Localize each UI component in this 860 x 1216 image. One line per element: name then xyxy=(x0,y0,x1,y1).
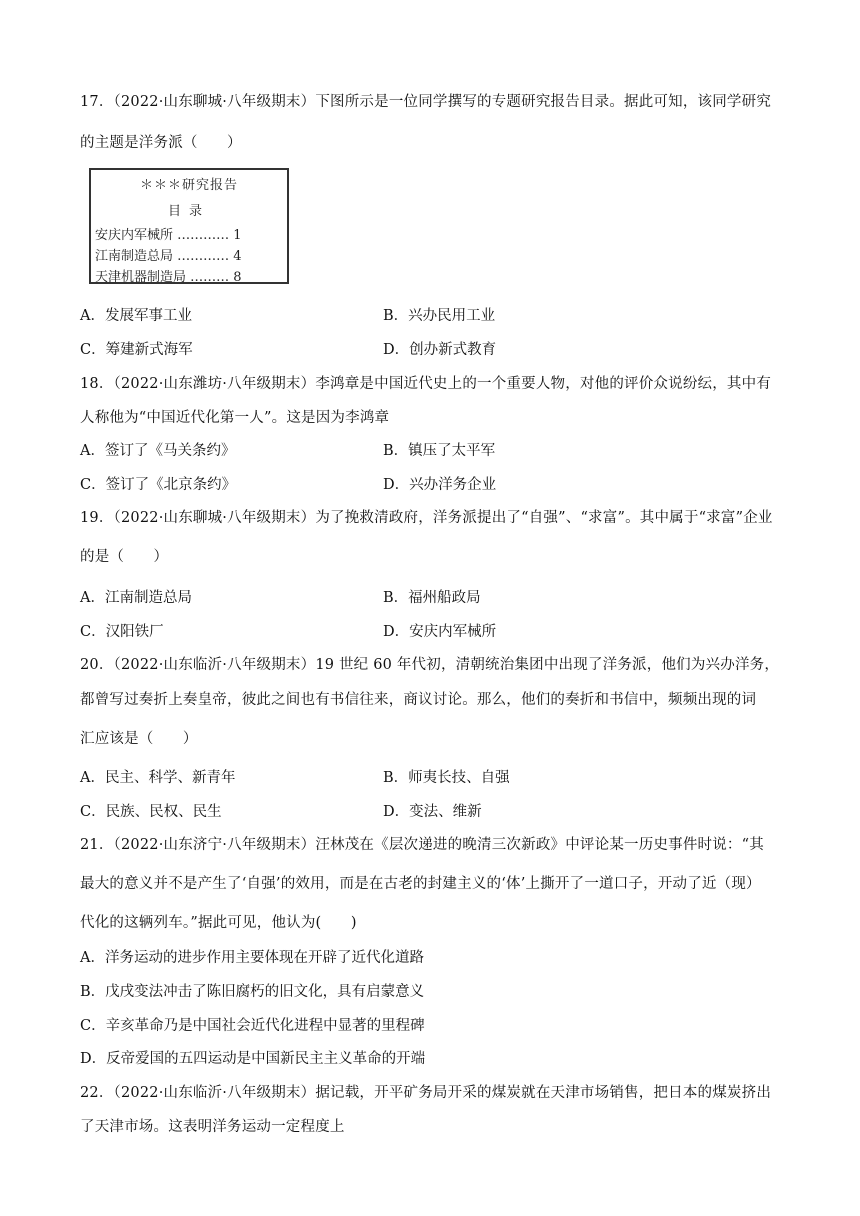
q19-option-d: D．安庆内军械所 xyxy=(383,624,497,640)
q18-option-b: B．镇压了太平军 xyxy=(383,443,496,459)
q17-option-b: B．兴办民用工业 xyxy=(383,308,496,324)
q19-option-c: C．汉阳铁厂 xyxy=(80,624,164,640)
q19-option-b: B．福州船政局 xyxy=(383,590,481,606)
q22-stem-line1: 22．（2022·山东临沂·八年级期末）据记载，开平矿务局开采的煤炭就在天津市场销售，把日本的煤炭挤出 xyxy=(80,1085,772,1101)
q20-option-d: D．变法、维新 xyxy=(383,804,482,820)
q20-option-a: A．民主、科学、新青年 xyxy=(80,770,236,786)
q17-stem-line1: 17．（2022·山东聊城·八年级期末）下图所示是一位同学撰写的专题研究报告目录。据此可知，该同学研究 xyxy=(80,94,772,110)
q21-stem-line2: 最大的意义并不是产生了‘自强’的效用，而是在古老的封建主义的‘体’上撕开了一道口子，开动了近（现） xyxy=(80,876,761,892)
q18-stem-line2: 人称他为“中国近代化第一人”。这是因为李鸿章 xyxy=(80,410,390,426)
q20-option-c: C．民族、民权、民生 xyxy=(80,804,222,820)
q18-stem-line1: 18．（2022·山东潍坊·八年级期末）李鸿章是中国近代史上的一个重要人物，对他的评价众说纷纭，其中有 xyxy=(80,376,772,392)
q20-stem-line3: 汇应该是（ ） xyxy=(80,731,198,747)
q20-option-b: B．师夷长技、自强 xyxy=(383,770,510,786)
q20-stem-line2: 都曾写过奏折上奏皇帝，彼此之间也有书信往来，商议讨论。那么，他们的奏折和书信中，频频出现的词 xyxy=(80,692,757,708)
q21-stem-line3: 代化的这辆列车。”据此可见，他认为( ) xyxy=(80,915,357,931)
q18-option-c: C．签订了《北京条约》 xyxy=(80,477,237,493)
q22-stem-line2: 了天津市场。这表明洋务运动一定程度上 xyxy=(80,1119,345,1135)
q17-stem-line2: 的主题是洋务派（ ） xyxy=(80,135,242,151)
q21-stem-line1: 21．（2022·山东济宁·八年级期末）汪林茂在《层次递进的晚清三次新政》中评论某一历史事件时说：“其 xyxy=(80,837,764,853)
q19-option-a: A．江南制造总局 xyxy=(80,590,192,606)
report-entry: 安庆内军械所 ………… 1 xyxy=(95,228,242,243)
q17-option-d: D．创办新式教育 xyxy=(383,342,497,358)
q21-option-d: D．反帝爱国的五四运动是中国新民主主义革命的开端 xyxy=(80,1051,426,1067)
report-entry: 天津机器制造局 ……… 8 xyxy=(95,270,242,285)
report-table-of-contents xyxy=(89,168,289,284)
q21-option-c: C．辛亥革命乃是中国社会近代化进程中显著的里程碑 xyxy=(80,1018,425,1034)
q18-option-a: A．签订了《马关条约》 xyxy=(80,443,236,459)
q18-option-d: D．兴办洋务企业 xyxy=(383,477,497,493)
report-entry: 江南制造总局 ………… 4 xyxy=(95,249,242,264)
q19-stem-line2: 的是（ ） xyxy=(80,549,169,565)
q17-option-c: C．筹建新式海军 xyxy=(80,342,193,358)
q21-option-a: A．洋务运动的进步作用主要体现在开辟了近代化道路 xyxy=(80,950,424,966)
q20-stem-line1: 20．（2022·山东临沂·八年级期末）19 世纪 60 年代初，清朝统治集团中出现了洋务派，他们为兴办洋务， xyxy=(80,657,780,673)
report-title: ＊＊＊研究报告 xyxy=(139,178,238,193)
q17-option-a: A．发展军事工业 xyxy=(80,308,192,324)
q19-stem-line1: 19．（2022·山东聊城·八年级期末）为了挽救清政府，洋务派提出了“自强”、“求富”。其中属于“求富”企业 xyxy=(80,510,773,526)
report-subtitle: 目录 xyxy=(167,204,210,219)
q21-option-b: B．戊戌变法冲击了陈旧腐朽的旧文化，具有启蒙意义 xyxy=(80,984,425,1000)
